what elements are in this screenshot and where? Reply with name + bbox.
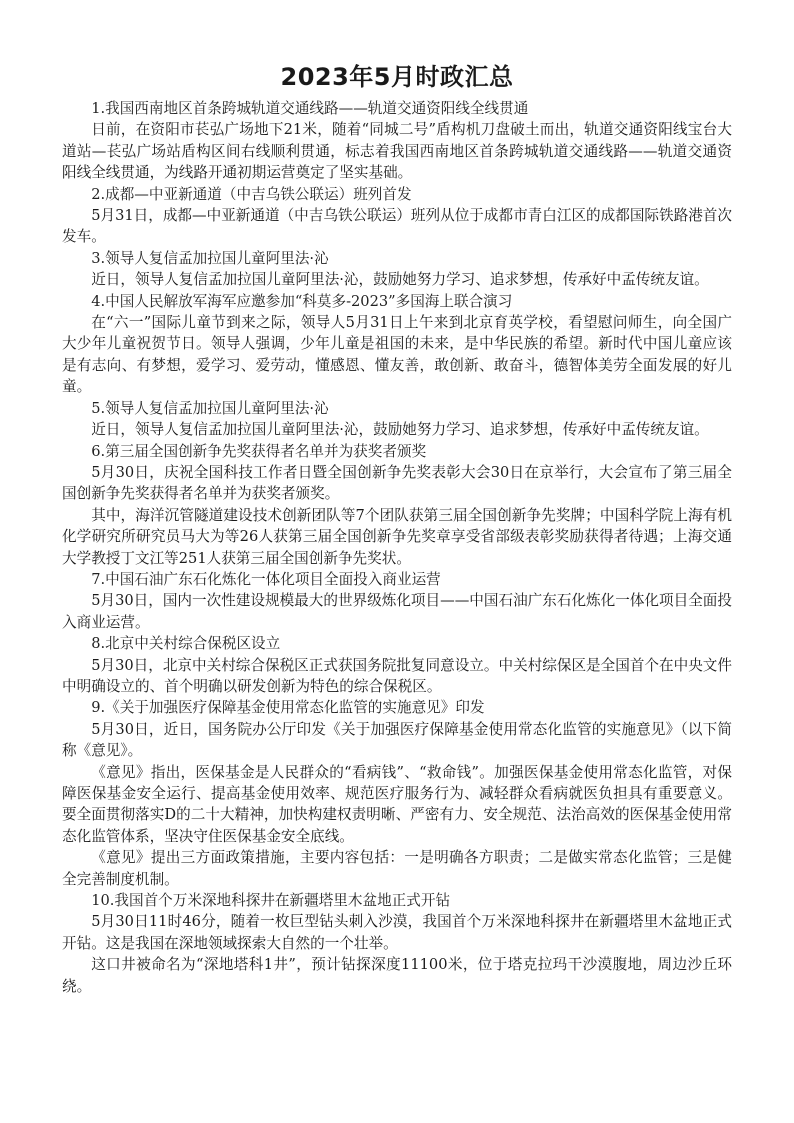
item-heading: 1.我国西南地区首条跨城轨道交通线路——轨道交通资阳线全线贯通 xyxy=(91,100,529,117)
item-paragraph: 5月30日，近日，国务院办公厅印发《关于加强医疗保障基金使用常态化监管的实施意见》（以下简称《意见》。 xyxy=(62,720,732,760)
document-body xyxy=(62,98,732,997)
item-paragraph: 5月30日11时46分，随着一枚巨型钻头刺入沙漠，我国首个万米深地科探井在新疆塔里木盆地正式开钻。这是我国在深地领域探索大自然的一个壮举。 xyxy=(62,913,732,952)
item-heading: 2.成都—中亚新通道（中吉乌铁公联运）班列首发 xyxy=(91,185,412,203)
item-heading: 3.领导人复信孟加拉国儿童阿里法·沁 xyxy=(91,249,329,267)
item-paragraph: 5月30日，国内一次性建设规模最大的世界级炼化项目——中国石油广东石化炼化一体化项目全面投入商业运营。 xyxy=(62,592,732,631)
item-heading: 8.北京中关村综合保税区设立 xyxy=(91,635,281,653)
item-paragraph: 近日，领导人复信孟加拉国儿童阿里法·沁，鼓励她努力学习、追求梦想，传承好中孟传统友谊。 xyxy=(91,271,709,289)
item-paragraph: 5月30日，庆祝全国科技工作者日暨全国创新争先奖表彰大会30日在京举行，大会宣布了第三届全国创新争先奖获得者名单并为获奖者颁奖。 xyxy=(62,463,732,503)
item-heading: 5.领导人复信孟加拉国儿童阿里法·沁 xyxy=(91,399,329,417)
item-heading: 6.第三届全国创新争先奖获得者名单并为获奖者颁奖 xyxy=(91,442,427,460)
item-paragraph: 其中，海洋沉管隧道建设技术创新团队等7个团队获第三届全国创新争先奖牌；中国科学院上海有机化学研究所研究员马大为等26人获第三届全国创新争先奖章享受省部级表彰奖励获得者待遇；上海交通大学教授丁文江等251人获第三届全国创新争先奖状。 xyxy=(62,506,732,567)
item-heading: 7.中国石油广东石化炼化一体化项目全面投入商业运营 xyxy=(91,570,441,588)
item-paragraph: 5月30日，北京中关村综合保税区正式获国务院批复同意设立。中关村综保区是全国首个在中央文件中明确设立的、首个明确以研发创新为特色的综合保税区。 xyxy=(62,656,732,695)
item-paragraph: 日前，在资阳市苌弘广场地下21米，随着“同城二号”盾构机刀盘破土而出，轨道交通资阳线宝台大道站—苌弘广场站盾构区间右线顺利贯通，标志着我国西南地区首条跨城轨道交通线路——轨道交通资阳线全线贯通，为线路开通初期运营奠定了坚实基础。 xyxy=(62,121,732,182)
item-paragraph: 5月31日，成都—中亚新通道（中吉乌铁公联运）班列从位于成都市青白江区的成都国际铁路港首次发车。 xyxy=(62,207,732,246)
item-paragraph: 在“六一”国际儿童节到来之际，领导人5月31日上午来到北京育英学校，看望慰问师生，向全国广大少年儿童祝贺节日。领导人强调，少年儿童是祖国的未来，是中华民族的希望。新时代中国儿童应该是有志向、有梦想，爱学习、爱劳动，懂感恩、懂友善，敢创新、敢奋斗，德智体美劳全面发展的好儿童。 xyxy=(62,314,732,396)
item-paragraph: 《意见》提出三方面政策措施，主要内容包括：一是明确各方职责；二是做实常态化监管；三是健全完善制度机制。 xyxy=(62,849,732,888)
item-paragraph: 这口井被命名为“深地塔科1井”，预计钻探深度11100米，位于塔克拉玛干沙漠腹地，周边沙丘环绕。 xyxy=(62,956,732,995)
item-heading: 10.我国首个万米深地科探井在新疆塔里木盆地正式开钻 xyxy=(91,892,451,910)
item-heading: 4.中国人民解放军海军应邀参加“科莫多-2023”多国海上联合演习 xyxy=(91,292,513,310)
item-heading: 9.《关于加强医疗保障基金使用常态化监管的实施意见》印发 xyxy=(91,699,485,717)
item-paragraph: 近日，领导人复信孟加拉国儿童阿里法·沁，鼓励她努力学习、追求梦想，传承好中孟传统友谊。 xyxy=(91,421,709,439)
item-paragraph: 《意见》指出，医保基金是人民群众的“看病钱”、“救命钱”。加强医保基金使用常态化监管，对保障医保基金安全运行、提高基金使用效率、规范医疗服务行为、减轻群众看病就医负担具有重要意义。要全面贯彻落实D的二十大精神，加快构建权责明晰、严密有力、安全规范、法治高效的医保基金使用常态化监管体系，坚决守住医保基金安全底线。 xyxy=(62,763,732,845)
page-title: 2023年5月时政汇总 xyxy=(280,63,514,91)
